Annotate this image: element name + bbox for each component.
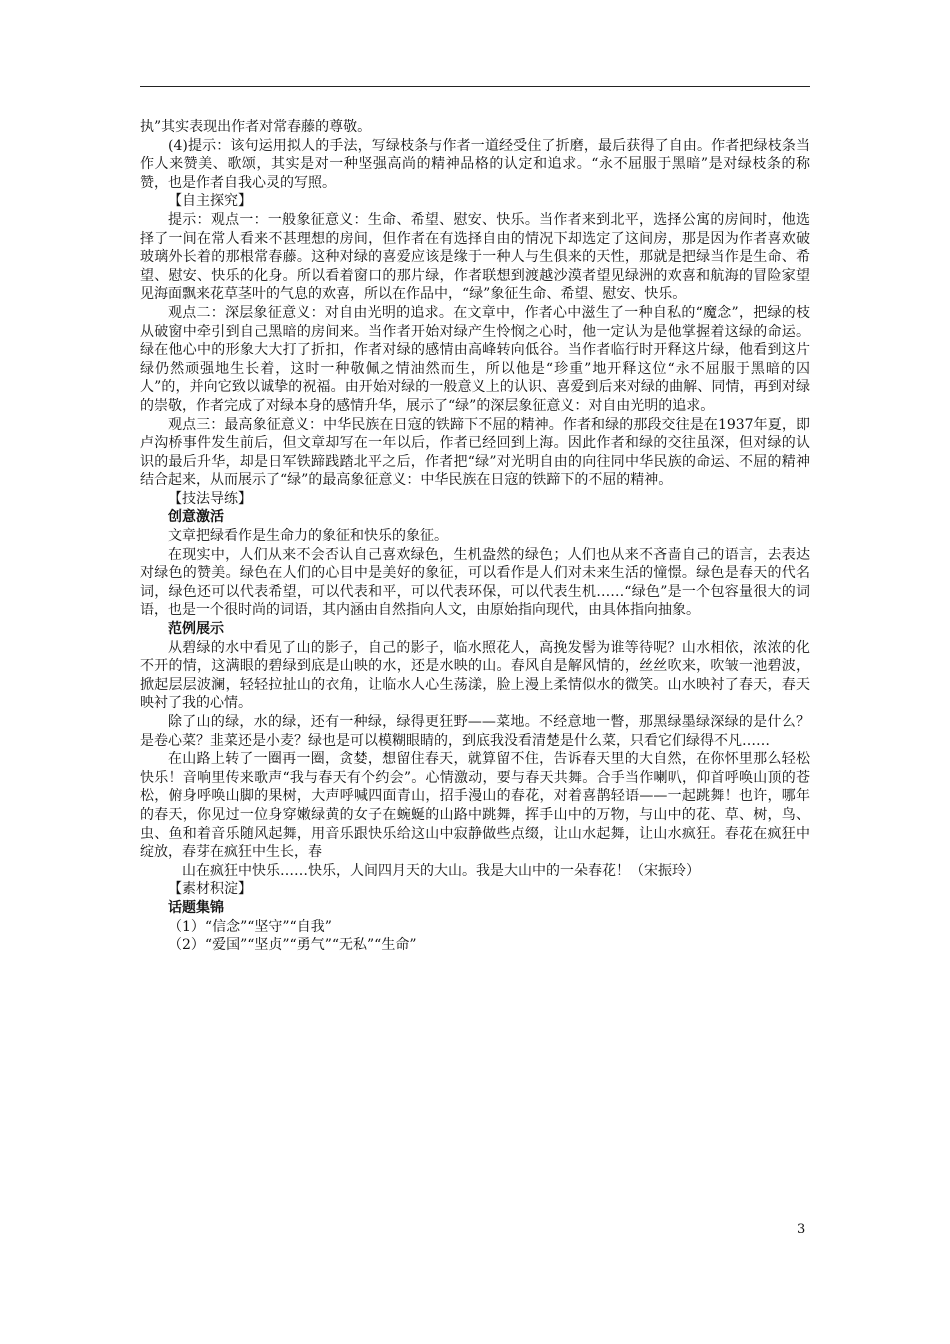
paragraph: 在现实中，人们从来不会否认自己喜欢绿色，生机盎然的绿色；人们也从来不吝啬自己的语言，去表达对绿色的赞美。绿色在人们的心目中是美好的象征，可以看作是人们对未来生活的憧憬。绿色是春天的代名词，绿色还可以代表希望，可以代表和平，可以代表环保，可以代表生机……“绿色”是一个包容量很大的词语，也是一个很时尚的词语，其内涵由自然指向人文，由原始指向现代，由具体指向抽象。 — [140, 546, 810, 619]
paragraph: 除了山的绿，水的绿，还有一种绿，绿得更狂野——菜地。不经意地一瞥，那黑绿墨绿深绿的是什么？是卷心菜？韭菜还是小麦？绿也是可以模糊眼睛的，到底我没看清楚是什么菜，只看它们绿得不凡…… — [140, 714, 810, 749]
topic-list-item: （1）“信念”“坚守”“自我” — [168, 918, 332, 935]
paragraph-signature: 山在疯狂中快乐……快乐，人间四月天的大山。我是大山中的一朵春花！（宋振玲） — [182, 862, 700, 879]
subheading-fanli: 范例展示 — [168, 621, 224, 638]
subheading-chuangyi: 创意激活 — [168, 509, 224, 526]
topic-list-item: （2）“爱国”“坚贞”“勇气”“无私”“生命” — [168, 937, 417, 954]
paragraph: 在山路上转了一圈再一圈，贪婪，想留住春天，就算留不住，告诉春天里的大自然，在你怀里那么轻松快乐！音响里传来歌声“我与春天有个约会”。心情激动，要与春天共舞。合手当作喇叭，仰首呼唤山顶的苍松，俯身呼唤山脚的果树，大声呼喊四面青山，招手漫山的春花，对着喜鹊轻语——一起跳舞！也许，哪年的春天，你见过一位身穿嫩绿黄的女子在蜿蜒的山路中跳舞，挥手山中的万物，与山中的花、草、树，鸟、虫、鱼和着音乐随风起舞，用音乐跟快乐给这山中寂静做些点缀，让山水起舞，让山水疯狂。春花在疯狂中绽放，春芽在疯狂中生长，春 — [140, 751, 810, 861]
section-heading-jifa: 【技法导练】 — [168, 490, 252, 507]
document-body — [140, 118, 810, 955]
section-heading-sucai: 【素材积淀】 — [168, 881, 252, 898]
paragraph: 文章把绿看作是生命力的象征和快乐的象征。 — [168, 528, 448, 545]
subheading-huati: 话题集锦 — [168, 899, 224, 916]
header-rule — [140, 86, 810, 87]
paragraph: (4)提示：该句运用拟人的手法，写绿枝条与作者一道经受住了折磨，最后获得了自由。作者把绿枝条当作人来赞美、歌颂，其实是对一种坚强高尚的精神品格的认定和追求。“永不屈服于黑暗”是对绿枝条的称赞，也是作者自我心灵的写照。 — [140, 137, 810, 191]
paragraph: 观点三：最高象征意义：中华民族在日寇的铁蹄下不屈的精神。作者和绿的那段交往是在1937年夏，即卢沟桥事件发生前后，但文章却写在一年以后，作者已经回到上海。因此作者和绿的交往虽深，但对绿的认识的最后升华，却是日军铁蹄践踏北平之后，作者把“绿”对光明自由的向往同中华民族的命运、不屈的精神结合起来，从而展示了“绿”的最高象征意义：中华民族在日寇的铁蹄下的不屈的精神。 — [140, 416, 810, 489]
paragraph: 观点二：深层象征意义：对自由光明的追求。在文章中，作者心中滋生了一种自私的“魔念”，把绿的枝从破窗中牵引到自己黑暗的房间来。当作者开始对绿产生怜悯之心时，他一定认为是他掌握着这绿的命运。绿在他心中的形象大大打了折扣，作者对绿的感情由高峰转向低谷。当作者临行时开释这片绿，他看到这片绿仍然顽强地生长着，这时一种敬佩之情油然而生，所以他是“珍重”地开释这位“永不屈服于黑暗的囚人”的，并向它致以诚挚的祝福。由开始对绿的一般意义上的认识、喜爱到后来对绿的曲解、同情，再到对绿的崇敬，作者完成了对绿本身的感情升华，展示了“绿”的深层象征意义：对自由光明的追求。 — [140, 304, 810, 414]
paragraph: 提示：观点一：一般象征意义：生命、希望、慰安、快乐。当作者来到北平，选择公寓的房间时，他选择了一间在常人看来不甚理想的房间，但作者在有选择自由的情况下却选定了这间房，那是因为作者喜欢破玻璃外长着的那根常春藤。这种对绿的喜爱应该是缘于一种人与生俱来的天性，那就是把绿当作是生命、希望、慰安、快乐的化身。所以看着窗口的那片绿，作者联想到渡越沙漠者望见绿洲的欢喜和航海的冒险家望见海面飘来花草茎叶的气息的欢喜，所以在作品中，“绿”象征生命、希望、慰安、快乐。 — [140, 211, 810, 303]
section-heading-zizhu: 【自主探究】 — [168, 193, 252, 210]
page-number: 3 — [797, 1222, 806, 1237]
paragraph: 执”其实表现出作者对常春藤的尊敬。 — [140, 119, 372, 135]
paragraph: 从碧绿的水中看见了山的影子，自己的影子，临水照花人，高挽发髻为谁等待呢？山水相依，浓浓的化不开的情，这满眼的碧绿到底是山映的水，还是水映的山。春风自是解风情的，丝丝吹来，吹皱一池碧波，掀起层层波澜，轻轻拉扯山的衣角，让临水人心生荡漾，脸上漫上柔情似水的微笑。山水映衬了春天，春天映衬了我的心情。 — [140, 639, 810, 712]
